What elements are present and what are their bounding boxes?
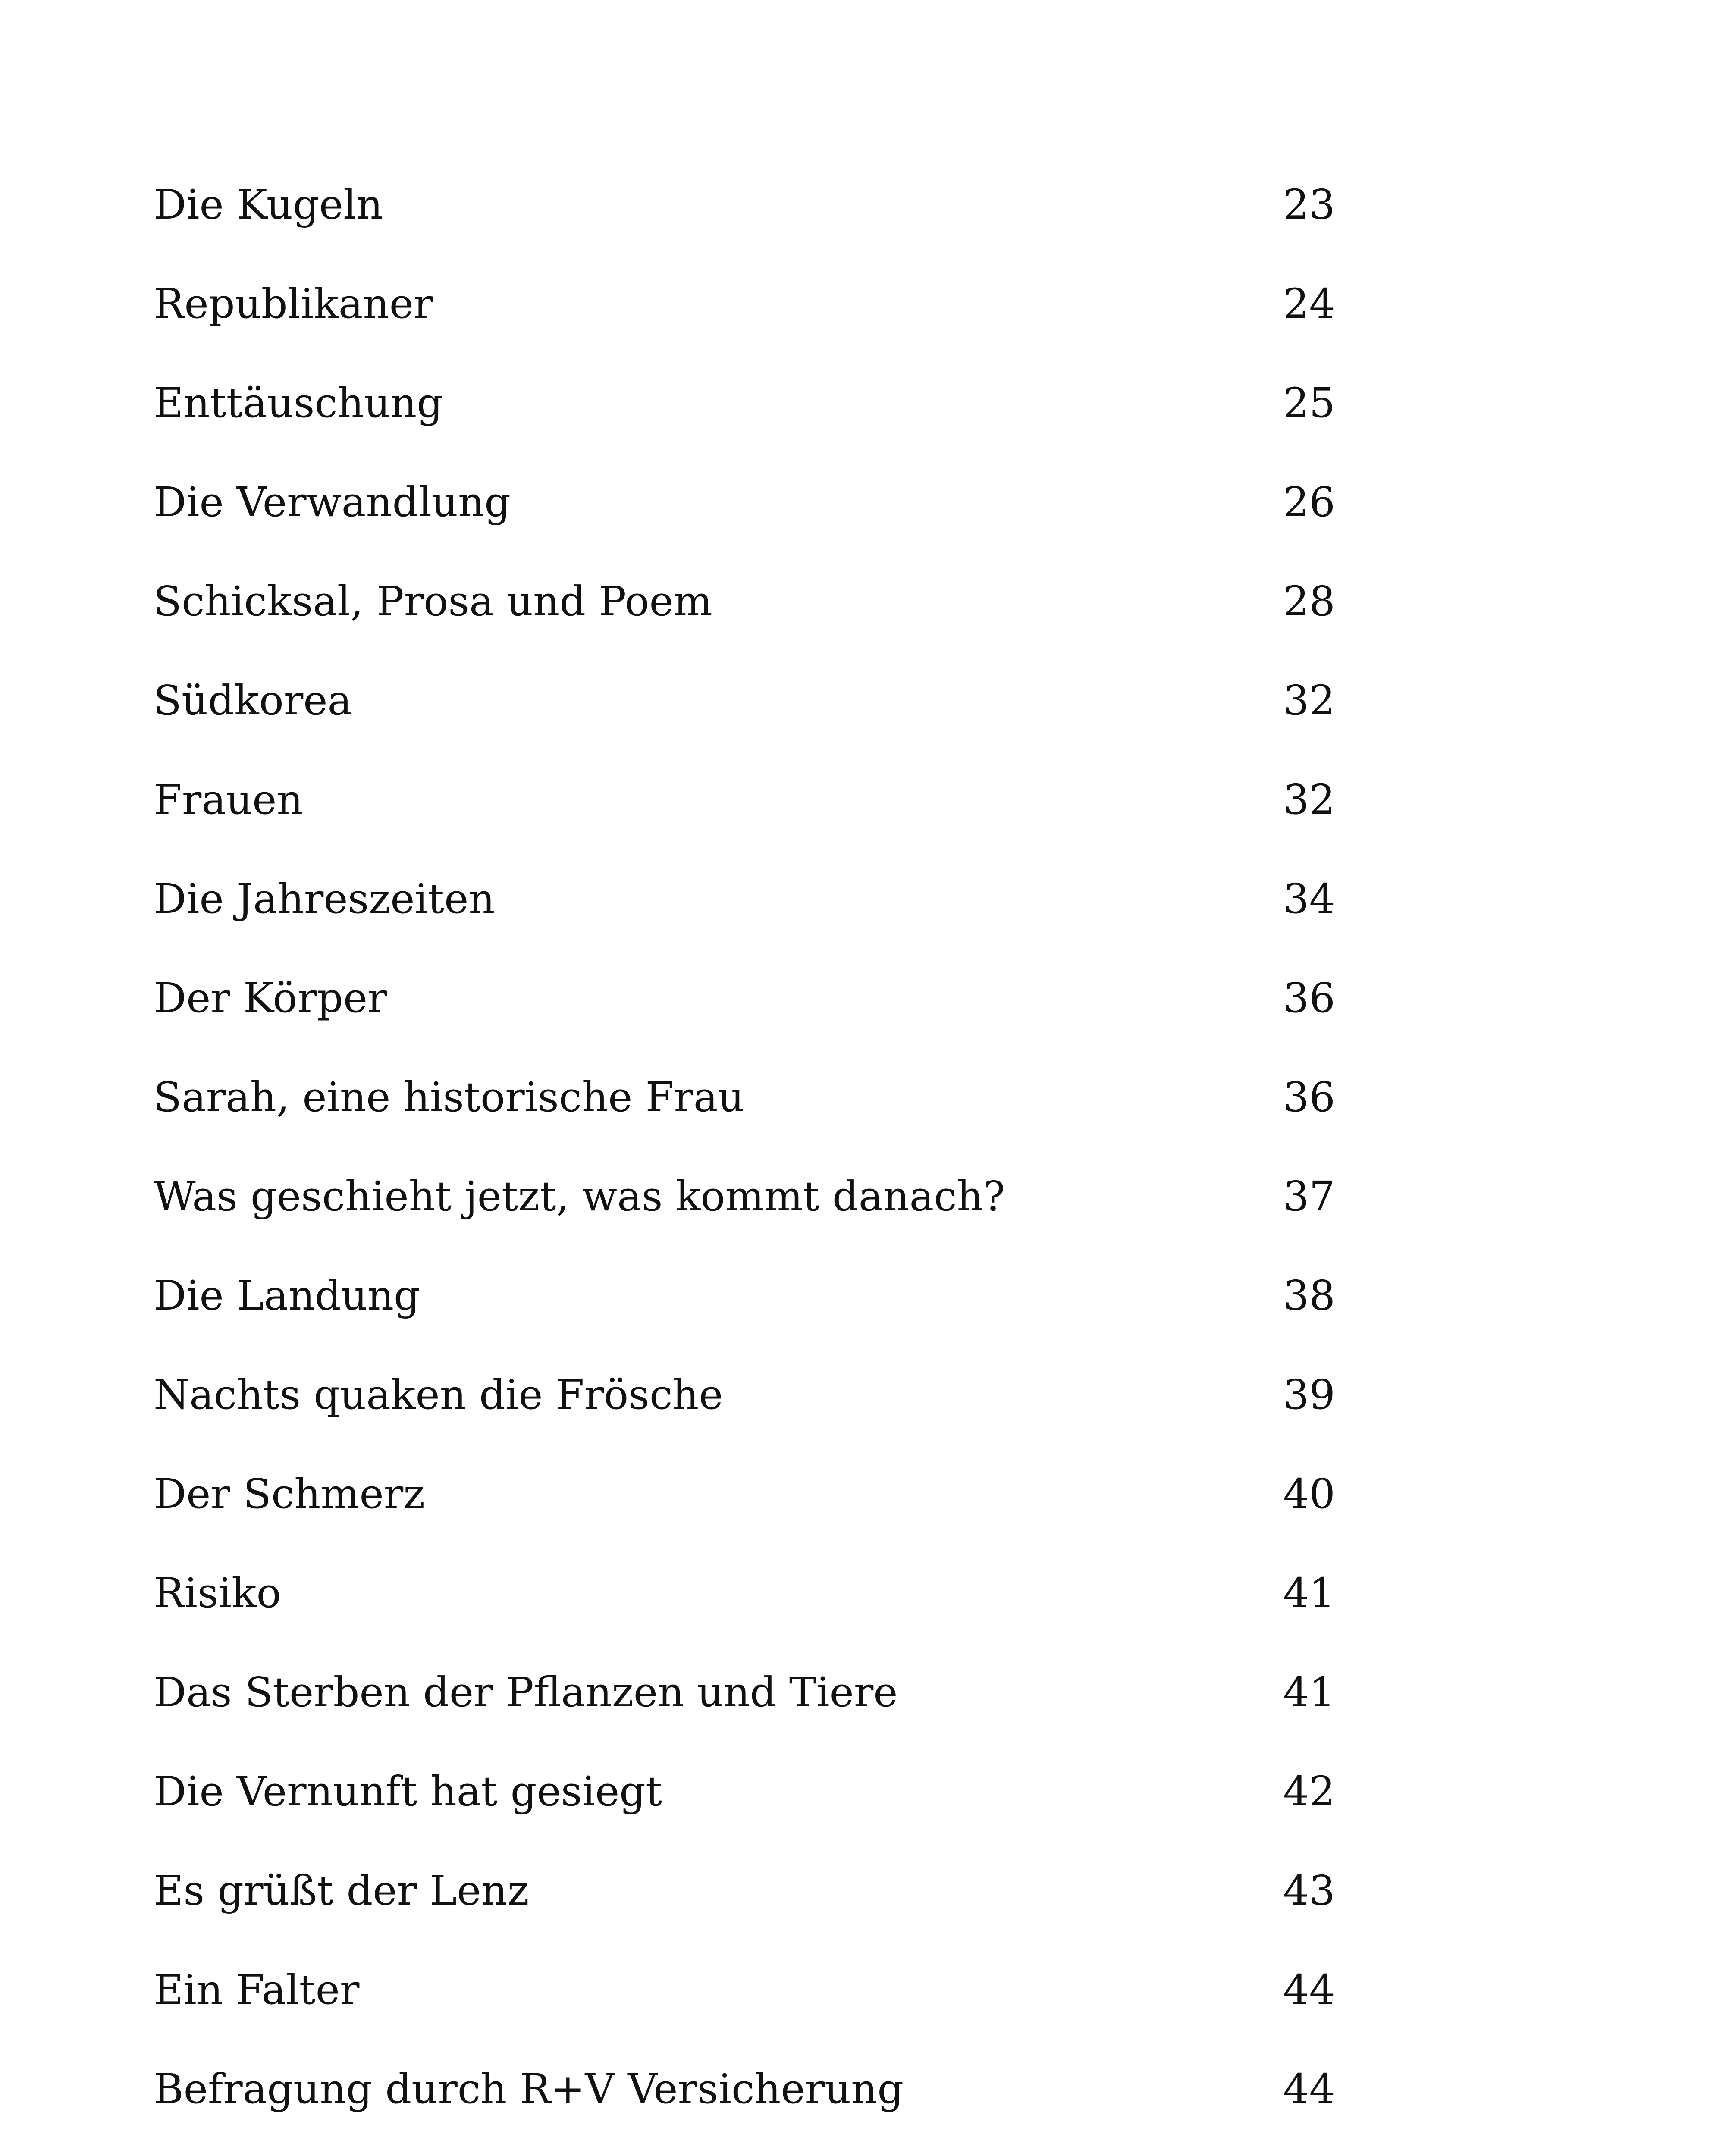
toc-entry-page-number: 44	[1283, 2065, 1335, 2113]
toc-entry-title: Die Kugeln	[154, 181, 383, 229]
toc-entry	[154, 573, 1335, 673]
toc-entry-title: Nachts quaken die Frösche	[154, 1371, 723, 1419]
toc-entry-title: Das Sterben der Pflanzen und Tiere	[154, 1669, 898, 1716]
toc-entry-title: Sarah, eine historische Frau	[154, 1074, 744, 1121]
toc-entry	[154, 1466, 1335, 1565]
toc-entry-title: Der Körper	[154, 975, 387, 1022]
toc-entry	[154, 673, 1335, 772]
toc-entry-title: Enttäuschung	[154, 379, 443, 427]
toc-entry-page-number: 41	[1283, 1669, 1335, 1716]
toc-entry-page-number: 32	[1283, 677, 1335, 724]
toc-entry	[154, 1764, 1335, 1863]
toc-entry-title: Risiko	[154, 1570, 281, 1617]
toc-entry-title: Was geschieht jetzt, was kommt danach?	[154, 1173, 1005, 1220]
toc-entry-title: Frauen	[154, 776, 303, 824]
toc-entry	[154, 871, 1335, 970]
toc-entry	[154, 1863, 1335, 1962]
toc-entry-page-number: 39	[1283, 1371, 1335, 1419]
toc-entry	[154, 474, 1335, 573]
toc-entry-title: Es grüßt der Lenz	[154, 1867, 529, 1915]
toc-entry-page-number: 42	[1283, 1768, 1335, 1815]
toc-entry-page-number: 37	[1283, 1173, 1335, 1220]
toc-entry	[154, 1565, 1335, 1664]
toc-entry	[154, 2061, 1335, 2156]
toc-entry-page-number: 40	[1283, 1470, 1335, 1518]
toc-entry-title: Die Jahreszeiten	[154, 875, 495, 923]
toc-entry-page-number: 26	[1283, 479, 1335, 526]
toc-entry-page-number: 43	[1283, 1867, 1335, 1915]
toc-entry-title: Befragung durch R+V Versicherung	[154, 2065, 904, 2113]
toc-entry	[154, 1664, 1335, 1764]
toc-entry	[154, 1962, 1335, 2061]
toc-entry-page-number: 41	[1283, 1570, 1335, 1617]
toc-entry	[154, 772, 1335, 871]
toc-entry-title: Der Schmerz	[154, 1470, 425, 1518]
toc-entry-title: Die Landung	[154, 1272, 420, 1319]
toc-entry-page-number: 34	[1283, 875, 1335, 923]
toc-entry-page-number: 24	[1283, 280, 1335, 328]
toc-entry-title: Die Vernunft hat gesiegt	[154, 1768, 662, 1815]
toc-entry	[154, 1268, 1335, 1367]
toc-entry	[154, 375, 1335, 474]
toc-entry-page-number: 36	[1283, 975, 1335, 1022]
toc-entry-page-number: 28	[1283, 578, 1335, 625]
toc-entry	[154, 1069, 1335, 1169]
toc-entry-page-number: 38	[1283, 1272, 1335, 1319]
toc-entry-page-number: 36	[1283, 1074, 1335, 1121]
toc-entry	[154, 276, 1335, 375]
toc-entry-page-number: 25	[1283, 379, 1335, 427]
toc-entry-page-number: 32	[1283, 776, 1335, 824]
toc-entry-title: Republikaner	[154, 280, 433, 328]
toc-entry-title: Schicksal, Prosa und Poem	[154, 578, 712, 625]
toc-entry	[154, 177, 1335, 276]
toc-entry-page-number: 44	[1283, 1966, 1335, 2014]
toc-entry-title: Die Verwandlung	[154, 479, 511, 526]
toc-entry-page-number: 23	[1283, 181, 1335, 229]
toc-entry-title: Südkorea	[154, 677, 352, 724]
toc-entry	[154, 1169, 1335, 1268]
toc-entry	[154, 1367, 1335, 1466]
toc-entry	[154, 970, 1335, 1069]
table-of-contents	[154, 177, 1335, 2156]
toc-entry-title: Ein Falter	[154, 1966, 360, 2014]
